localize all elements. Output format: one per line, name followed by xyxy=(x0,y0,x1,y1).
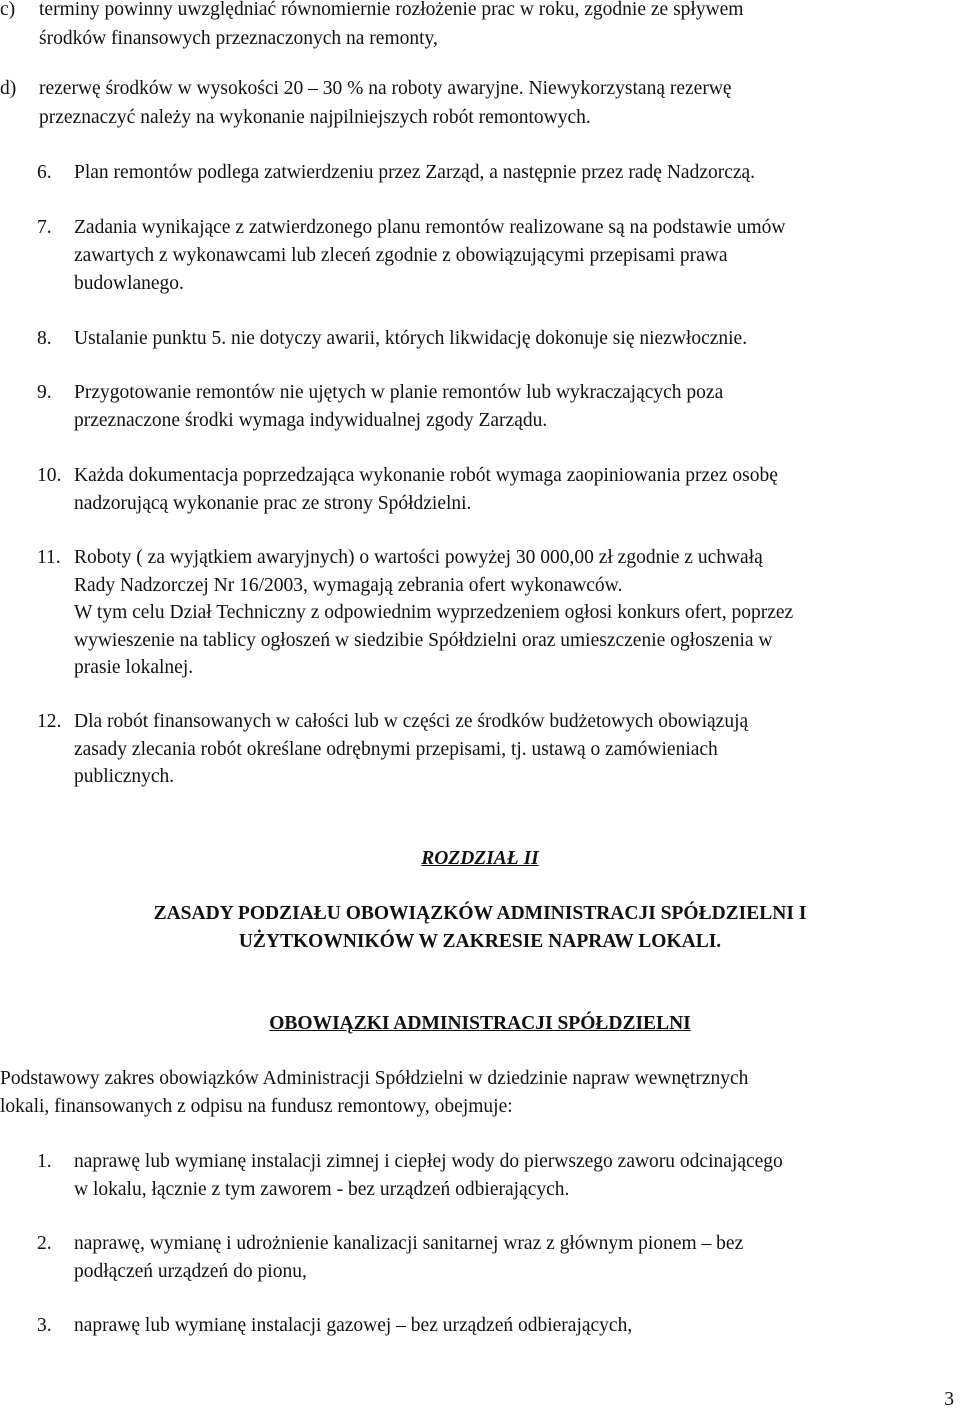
chapter-subtitle-line: UŻYTKOWNIKÓW W ZAKRESIE NAPRAW LOKALI. xyxy=(238,931,722,952)
item-text: zasady zlecania robót określane odrębnymi przepisami, tj. ustawą o zamówieniach xyxy=(74,739,718,760)
item-text: w lokalu, łącznie z tym zaworem - bez urządzeń odbierających. xyxy=(74,1179,570,1200)
chapter-subtitle-line: ZASADY PODZIAŁU OBOWIĄZKÓW ADMINISTRACJI SPÓŁDZIELNI I xyxy=(153,903,807,924)
item-number: 12. xyxy=(37,711,62,732)
page-number: 3 xyxy=(944,1389,954,1410)
chapter-title: ROZDZIAŁ II xyxy=(421,848,539,869)
item-text: naprawę lub wymianę instalacji gazowej – bez urządzeń odbierających, xyxy=(74,1315,633,1336)
item-number: 10. xyxy=(37,465,62,486)
item-text: publicznych. xyxy=(74,766,175,787)
section-heading: OBOWIĄZKI ADMINISTRACJI SPÓŁDZIELNI xyxy=(269,1013,691,1034)
item-number: 2. xyxy=(37,1233,52,1254)
item-text: wywieszenie na tablicy ogłoszeń w siedzibie Spółdzielni oraz umieszczenie ogłoszenia w xyxy=(74,630,773,651)
item-text: Rady Nadzorczej Nr 16/2003, wymagają zebrania ofert wykonawców. xyxy=(74,575,623,596)
item-text: Dla robót finansowanych w całości lub w części ze środków budżetowych obowiązują xyxy=(74,711,749,732)
item-text: Ustalanie punktu 5. nie dotyczy awarii, których likwidację dokonuje się niezwłocznie. xyxy=(74,328,748,349)
item-number: 1. xyxy=(37,1151,52,1172)
item-text: budowlanego. xyxy=(74,273,184,294)
item-text: Plan remontów podlega zatwierdzeniu przez Zarząd, a następnie przez radę Nadzorczą. xyxy=(74,162,756,183)
item-text: Każda dokumentacja poprzedzająca wykonanie robót wymaga zaopiniowania przez osobę xyxy=(74,465,778,486)
list-marker: d) xyxy=(0,78,17,99)
item-text: naprawę, wymianę i udrożnienie kanalizacji sanitarnej wraz z głównym pionem – bez xyxy=(74,1233,744,1254)
intro-line: Podstawowy zakres obowiązków Administracji Spółdzielni w dziedzinie napraw wewnętrznych xyxy=(0,1068,749,1089)
intro-line: lokali, finansowanych z odpisu na fundusz remontowy, obejmuje: xyxy=(0,1096,513,1117)
list-marker: c) xyxy=(0,0,16,20)
item-text: Roboty ( za wyjątkiem awaryjnych) o wartości powyżej 30 000,00 zł zgodnie z uchwałą xyxy=(74,547,763,568)
item-text: W tym celu Dział Techniczny z odpowiednim wyprzedzeniem ogłosi konkurs ofert, poprzez xyxy=(74,602,794,623)
item-number: 11. xyxy=(37,547,61,568)
item-text: Zadania wynikające z zatwierdzonego planu remontów realizowane są na podstawie umów xyxy=(74,217,786,238)
item-number: 3. xyxy=(37,1315,52,1336)
item-number: 8. xyxy=(37,328,52,349)
item-text: przeznaczone środki wymaga indywidualnej zgody Zarządu. xyxy=(74,410,548,431)
item-text: zawartych z wykonawcami lub zleceń zgodnie z obowiązującymi przepisami prawa xyxy=(74,245,728,266)
item-text: nadzorującą wykonanie prac ze strony Spółdzielni. xyxy=(74,493,472,514)
item-text: Przygotowanie remontów nie ujętych w planie remontów lub wykraczających poza xyxy=(74,382,724,403)
list-item-text: środków finansowych przeznaczonych na remonty, xyxy=(39,28,438,49)
list-item-text: terminy powinny uwzględniać równomiernie rozłożenie prac w roku, zgodnie ze spływem xyxy=(39,0,744,20)
list-item-text: przeznaczyć należy na wykonanie najpilniejszych robót remontowych. xyxy=(39,107,591,128)
item-text: naprawę lub wymianę instalacji zimnej i ciepłej wody do pierwszego zaworu odcinającego xyxy=(74,1151,783,1172)
item-number: 7. xyxy=(37,217,52,238)
item-number: 6. xyxy=(37,162,52,183)
list-item-text: rezerwę środków w wysokości 20 – 30 % na roboty awaryjne. Niewykorzystaną rezerwę xyxy=(39,78,732,99)
item-number: 9. xyxy=(37,382,52,403)
item-text: prasie lokalnej. xyxy=(74,657,194,678)
item-text: podłączeń urządzeń do pionu, xyxy=(74,1261,307,1282)
